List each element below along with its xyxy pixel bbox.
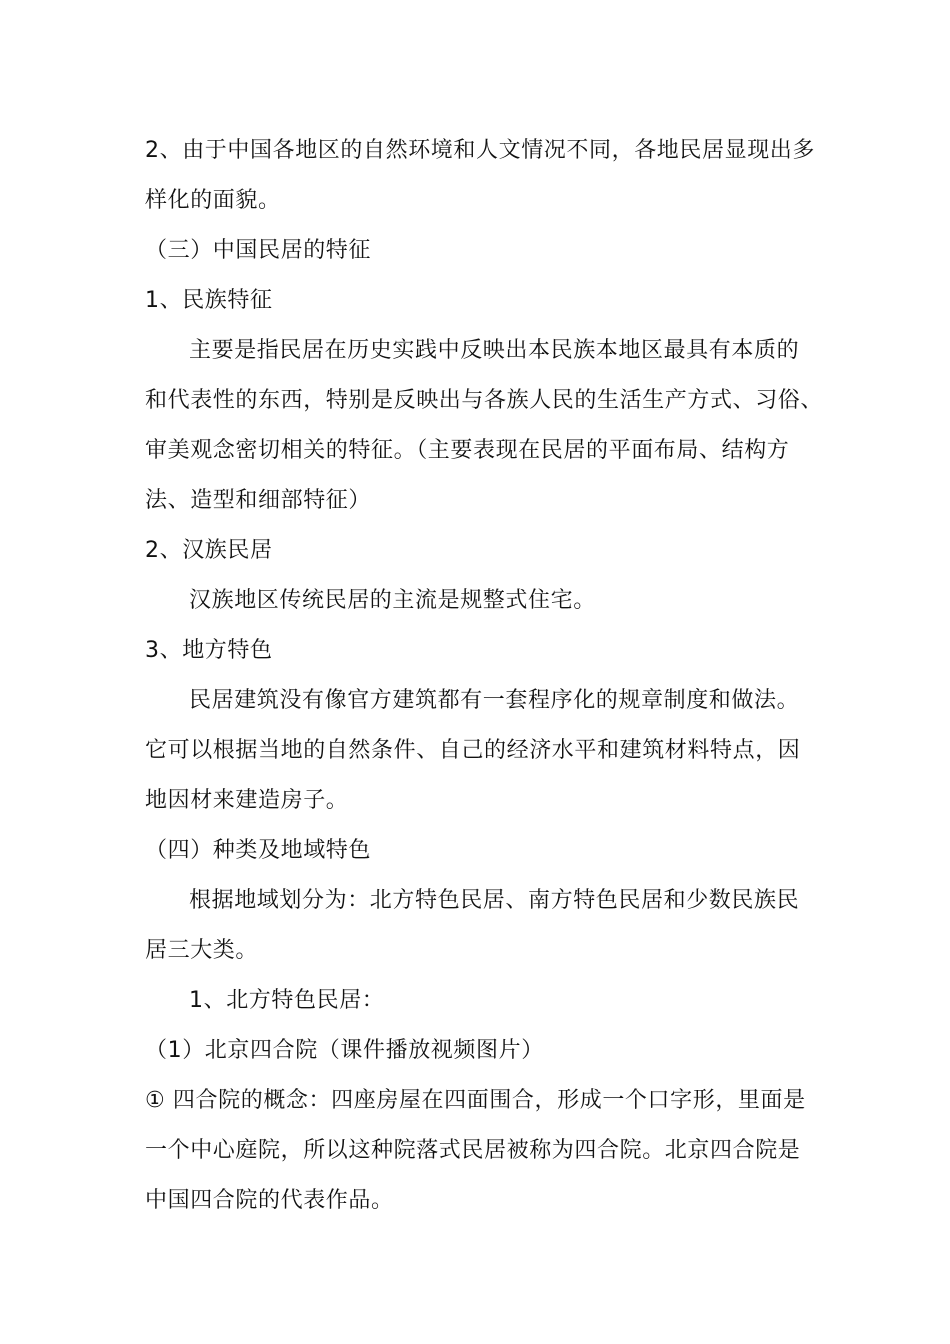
paragraph-line: 法、造型和细部特征）: [145, 488, 372, 513]
paragraph-line: 主要是指民居在历史实践中反映出本民族本地区最具有本质的: [189, 338, 800, 363]
paragraph-line: 样化的面貌。: [145, 188, 281, 213]
paragraph-line: 它可以根据当地的自然条件、自己的经济水平和建筑材料特点，因: [145, 738, 801, 763]
paragraph-line: 一个中心庭院，所以这种院落式民居被称为四合院。北京四合院是: [145, 1138, 801, 1163]
subsection-heading: 1、北方特色民居：: [189, 988, 385, 1013]
paragraph-line: 审美观念密切相关的特征。（主要表现在民居的平面布局、结构方: [145, 438, 790, 463]
document-body: [145, 126, 825, 1226]
paragraph-line: 地因材来建造房子。: [145, 788, 349, 813]
paragraph-line: 根据地域划分为：北方特色民居、南方特色民居和少数民族民: [189, 888, 800, 913]
subsection-heading: 2、汉族民居: [145, 538, 273, 563]
paragraph-line: 2、由于中国各地区的自然环境和人文情况不同，各地民居显现出多: [145, 138, 815, 163]
subsection-heading: 1、民族特征: [145, 288, 273, 313]
paragraph-line: ① 四合院的概念：四座房屋在四面围合，形成一个口字形，里面是: [145, 1088, 806, 1113]
subsection-heading: 3、地方特色: [145, 638, 273, 663]
paragraph-line: 和代表性的东西，特别是反映出与各族人民的生活生产方式、习俗、: [145, 388, 824, 413]
paragraph-line: 中国四合院的代表作品。: [145, 1188, 394, 1213]
section-heading: （四）种类及地域特色: [145, 838, 372, 863]
paragraph-line: 汉族地区传统民居的主流是规整式住宅。: [189, 588, 596, 613]
item-heading: （1）北京四合院（课件播放视频图片）: [145, 1038, 544, 1063]
paragraph-line: 居三大类。: [145, 938, 259, 963]
paragraph-line: 民居建筑没有像官方建筑都有一套程序化的规章制度和做法。: [189, 688, 800, 713]
section-heading: （三）中国民居的特征: [145, 238, 372, 263]
